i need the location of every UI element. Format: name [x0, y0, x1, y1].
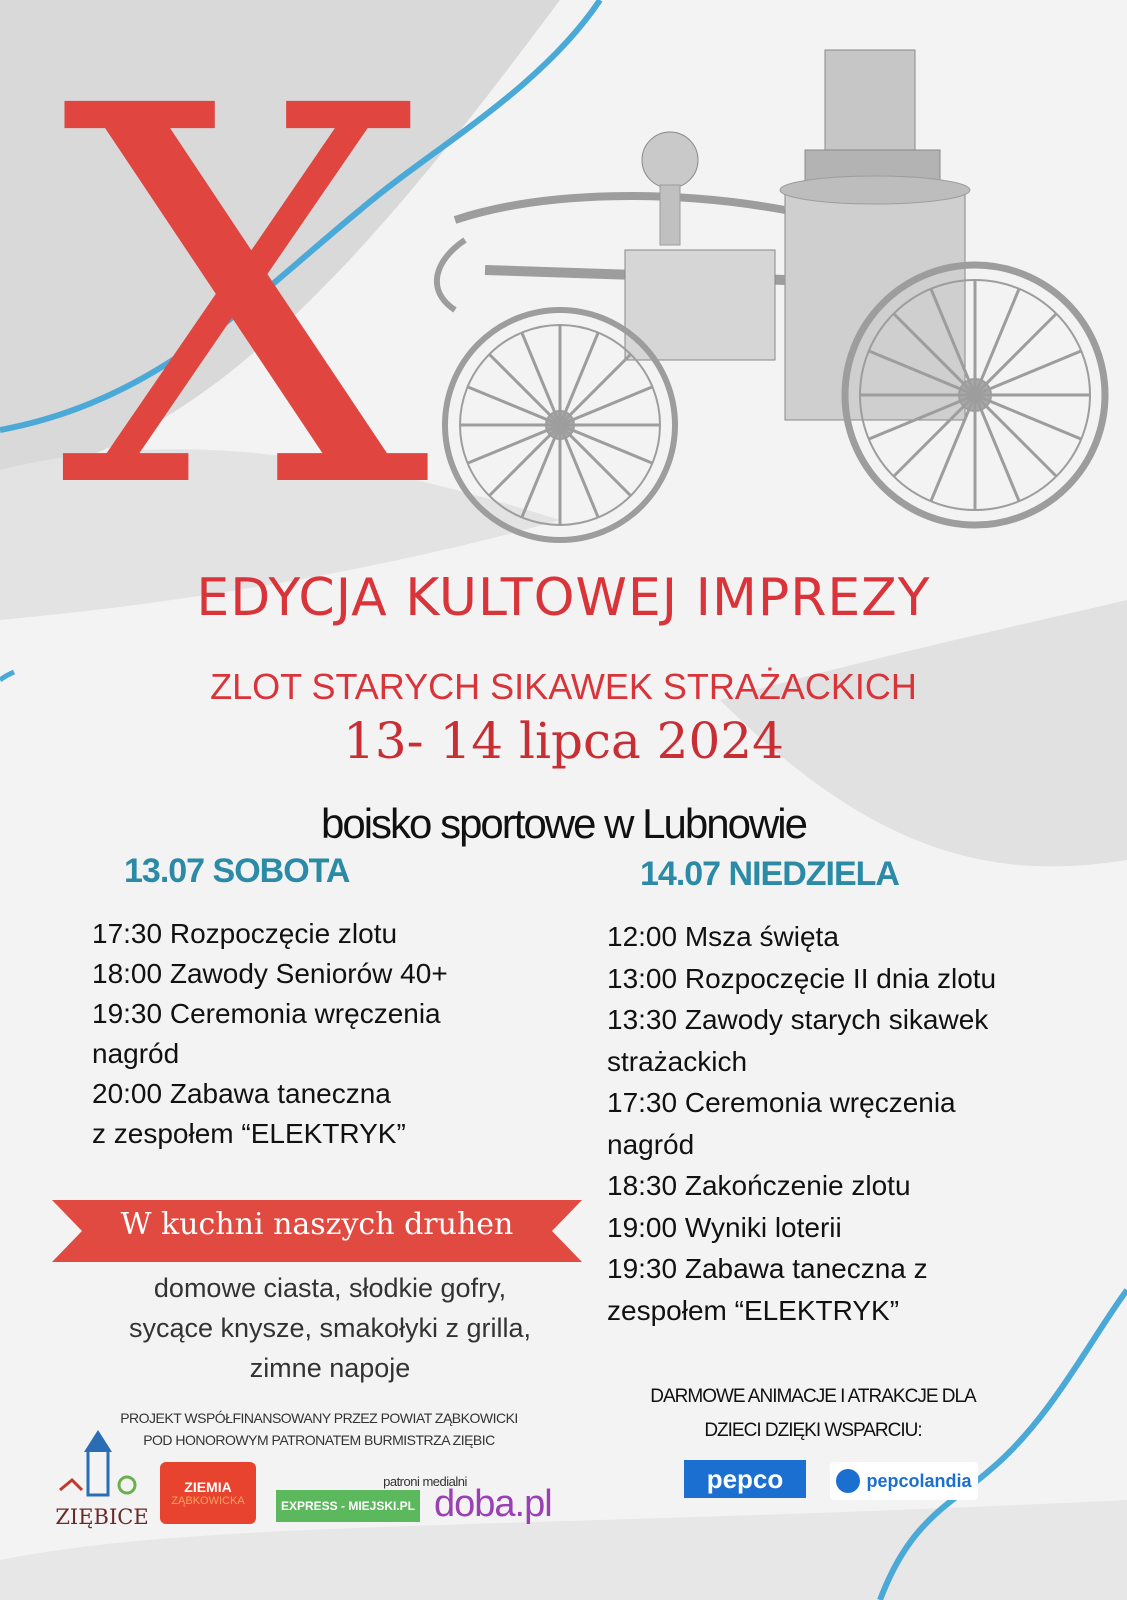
kids-line: DZIECI DZIĘKI WSPARCIU:	[704, 1420, 922, 1441]
event-dates: 13- 14 lipca 2024	[343, 712, 784, 770]
schedule-line: 19:00 Wyniki loterii	[607, 1211, 842, 1243]
sunday-heading: 14.07 NIEDZIELA	[640, 855, 899, 893]
event-title: EDYCJA KULTOWEJ IMPREZY	[196, 568, 931, 628]
ziebice-tower-icon	[52, 1430, 152, 1500]
schedule-line: nagród	[607, 1128, 695, 1160]
roman-numeral-x	[59, 0, 431, 603]
event-venue: boisko sportowe w Lubnowie	[321, 800, 806, 847]
pepco-logo: pepco	[684, 1460, 806, 1498]
menu-line: zimne napoje	[249, 1353, 411, 1383]
schedule-line: 17:30 Ceremonia wręczenia	[607, 1087, 956, 1118]
schedule-line: 13:00 Rozpoczęcie II dnia zlotu	[607, 962, 997, 994]
schedule-line: 19:30 Ceremonia wręczenia	[92, 998, 441, 1029]
kitchen-menu	[90, 1268, 570, 1388]
saturday-heading: 13.07 SOBOTA	[124, 852, 350, 890]
sunday-schedule	[607, 916, 1037, 1331]
schedule-line: 17:30 Rozpoczęcie zlotu	[92, 918, 398, 949]
menu-line: sycące knysze, smakołyki z grilla,	[128, 1313, 532, 1343]
ziemia-zabkowicka-logo: ZIEMIA ZĄBKOWICKA	[160, 1462, 256, 1524]
svg-text:X: X	[59, 0, 431, 603]
hand-icon	[836, 1469, 860, 1493]
schedule-line: 12:00 Msza święta	[607, 921, 839, 952]
express-miejski-logo: EXPRESS - MIEJSKI.PL	[276, 1490, 420, 1522]
menu-line: domowe ciasta, słodkie gofry,	[153, 1273, 507, 1303]
schedule-line: nagród	[92, 1038, 180, 1069]
ziebice-logo: ZIĘBICE	[52, 1430, 152, 1530]
media-patrons-label: patroni medialni	[383, 1474, 467, 1489]
saturday-schedule	[92, 914, 522, 1154]
kids-line: DARMOWE ANIMACJE I ATRAKCJE DLA	[650, 1386, 976, 1407]
schedule-line: 19:30 Zabawa taneczna z	[607, 1253, 928, 1284]
kitchen-ribbon-text: W kuchni naszych druhen	[120, 1207, 514, 1242]
patronage-note: POD HONOROWYM PATRONATEM BURMISTRZA ZIĘBIC	[143, 1432, 495, 1448]
pepcolandia-logo: pepcolandia	[830, 1462, 978, 1500]
schedule-line: 18:30 Zakończenie zlotu	[607, 1170, 911, 1201]
cofinanced-note: PROJEKT WSPÓŁFINANSOWANY PRZEZ POWIAT ZĄBKOWICKI	[120, 1410, 518, 1426]
schedule-line: strażackich	[607, 1045, 748, 1077]
schedule-line: 13:30 Zawody starych sikawek	[607, 1004, 989, 1035]
schedule-line: zespołem “ELEKTRYK”	[607, 1294, 900, 1326]
kids-attractions-note	[598, 1380, 1028, 1448]
event-subtitle: ZLOT STARYCH SIKAWEK STRAŻACKICH	[210, 666, 917, 707]
doba-logo: doba.pl	[434, 1483, 552, 1525]
schedule-line: 18:00 Zawody Seniorów 40+	[92, 958, 448, 989]
schedule-line: 20:00 Zabawa taneczna	[92, 1078, 391, 1109]
fire-engine-illustration	[425, 30, 1125, 540]
schedule-line: z zespołem “ELEKTRYK”	[92, 1118, 406, 1149]
